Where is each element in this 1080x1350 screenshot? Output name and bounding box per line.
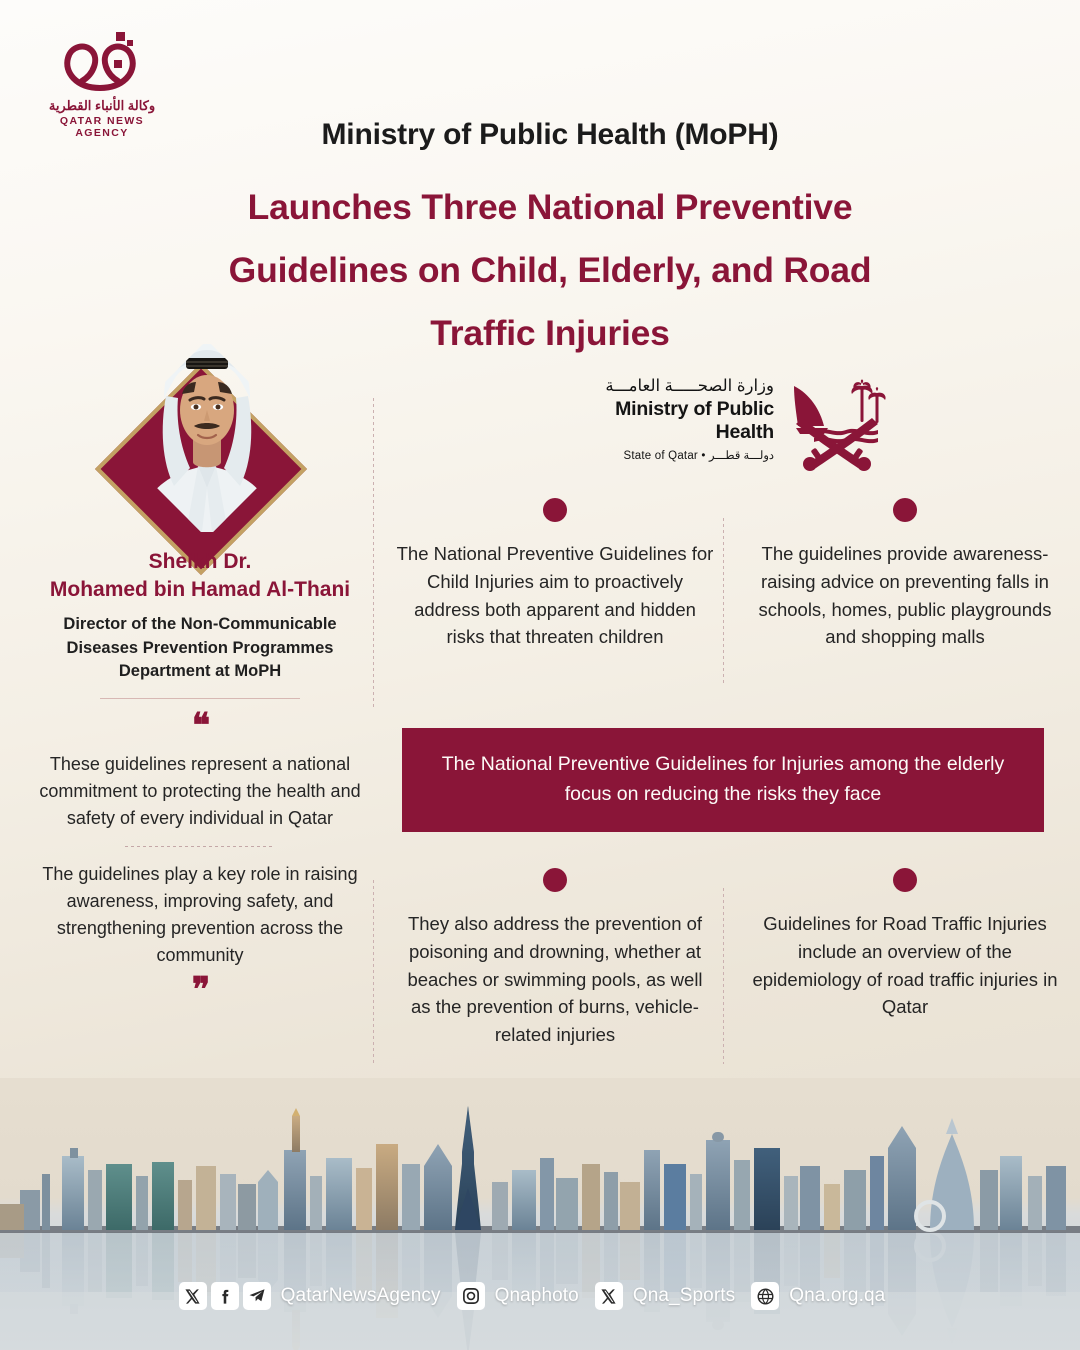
bullet-dot-icon: [543, 868, 567, 892]
x-icon[interactable]: [595, 1282, 623, 1310]
bullet-dot-icon: [543, 498, 567, 522]
header-block: [180, 118, 920, 366]
bullet-dot-icon: [893, 868, 917, 892]
moph-subtitle: State of Qatar • دولـــة قطـــر: [623, 450, 774, 462]
card-poisoning-drowning: [396, 868, 714, 1049]
facebook-icon[interactable]: [211, 1282, 239, 1310]
column-divider-bottom: [723, 888, 724, 1064]
person-role: [34, 613, 366, 683]
quote-2: The guidelines play a key role in raising awareness, improving safety, and strengthening prevention across the community: [42, 863, 358, 965]
social-label: Qna.org.qa: [789, 1285, 886, 1306]
card-text: They also address the prevention of poisoning and drowning, whether at beaches or swimming pools, as well as the prevention of burns, vehicle-related injuries: [407, 913, 703, 1045]
moph-arabic-name: وزارة الصحـــــة العامـــة: [605, 377, 774, 395]
quote-divider: [125, 846, 275, 847]
portrait-photo: [146, 336, 268, 532]
card-falls-prevention: [746, 498, 1064, 651]
qatar-emblem-icon: [784, 372, 890, 472]
social-group-qnaphoto[interactable]: [457, 1282, 595, 1310]
qna-english-name: QATAR NEWS AGENCY: [59, 115, 145, 139]
social-label: QatarNewsAgency: [280, 1285, 441, 1306]
title-line-3: Traffic Injuries: [430, 313, 670, 354]
column-divider-left: [373, 398, 374, 708]
social-label: Qna_Sports: [632, 1285, 736, 1306]
social-bar: [0, 1272, 1080, 1320]
person-role-line-3: Department at MoPH: [118, 662, 282, 681]
social-group-qnasports[interactable]: [595, 1282, 751, 1310]
telegram-icon[interactable]: [243, 1282, 271, 1310]
globe-icon[interactable]: [751, 1282, 779, 1310]
card-text: Guidelines for Road Traffic Injuries include an overview of the epidemiology of road traffic injuries in Qatar: [752, 913, 1058, 1018]
quote-1: These guidelines represent a national commitment to protecting the health and safety of every individual in Qatar: [39, 753, 361, 828]
portrait: [108, 332, 304, 546]
person-role-line-1: Director of the Non-Communicable: [63, 615, 337, 634]
qna-logo: [32, 26, 172, 139]
person-name-line-2: Mohamed bin Hamad Al-Thani: [49, 577, 351, 601]
banner-text: The National Preventive Guidelines for Injuries among the elderly focus on reducing the risks they face: [441, 753, 1005, 805]
title-line-1: Launches Three National Preventive: [247, 187, 853, 227]
quote-close-icon: ❞: [191, 970, 209, 1009]
moph-english-name: Ministry of Public Health: [615, 398, 774, 443]
moph-logo-text: [554, 376, 774, 462]
column-divider-top: [723, 518, 724, 686]
card-child-injuries: [396, 498, 714, 651]
qna-arabic-name: وكالة الأنباء القطرية: [48, 98, 156, 113]
social-group-website[interactable]: [751, 1282, 901, 1310]
bullet-dot-icon: [893, 498, 917, 522]
card-road-traffic: [746, 868, 1064, 1021]
card-text: The National Preventive Guidelines for Child Injuries aim to proactively address both apparent and hidden risks that threaten children: [396, 543, 714, 648]
social-label: Qnaphoto: [494, 1285, 579, 1306]
column-divider-left-bottom: [373, 880, 374, 1066]
divider: [100, 698, 300, 699]
qna-logo-mark: [54, 26, 150, 96]
instagram-icon[interactable]: [457, 1282, 485, 1310]
left-column: [34, 548, 366, 1009]
header-kicker: Ministry of Public Health (MoPH): [321, 118, 779, 151]
person-role-line-2: Diseases Prevention Programmes: [66, 638, 334, 657]
card-text: The guidelines provide awareness-raising advice on preventing falls in schools, homes, public playgrounds and shopping malls: [758, 543, 1052, 648]
person-name: [34, 548, 366, 603]
social-group-qatarnewsagency[interactable]: [179, 1282, 457, 1310]
highlight-banner: [402, 728, 1044, 832]
title-line-2: Guidelines on Child, Elderly, and Road: [228, 250, 872, 291]
moph-logo: [560, 372, 890, 472]
quote-open-icon: ❝: [191, 706, 209, 745]
person-name-line-1: Sheikh Dr.: [148, 550, 252, 573]
x-icon[interactable]: [179, 1282, 207, 1310]
